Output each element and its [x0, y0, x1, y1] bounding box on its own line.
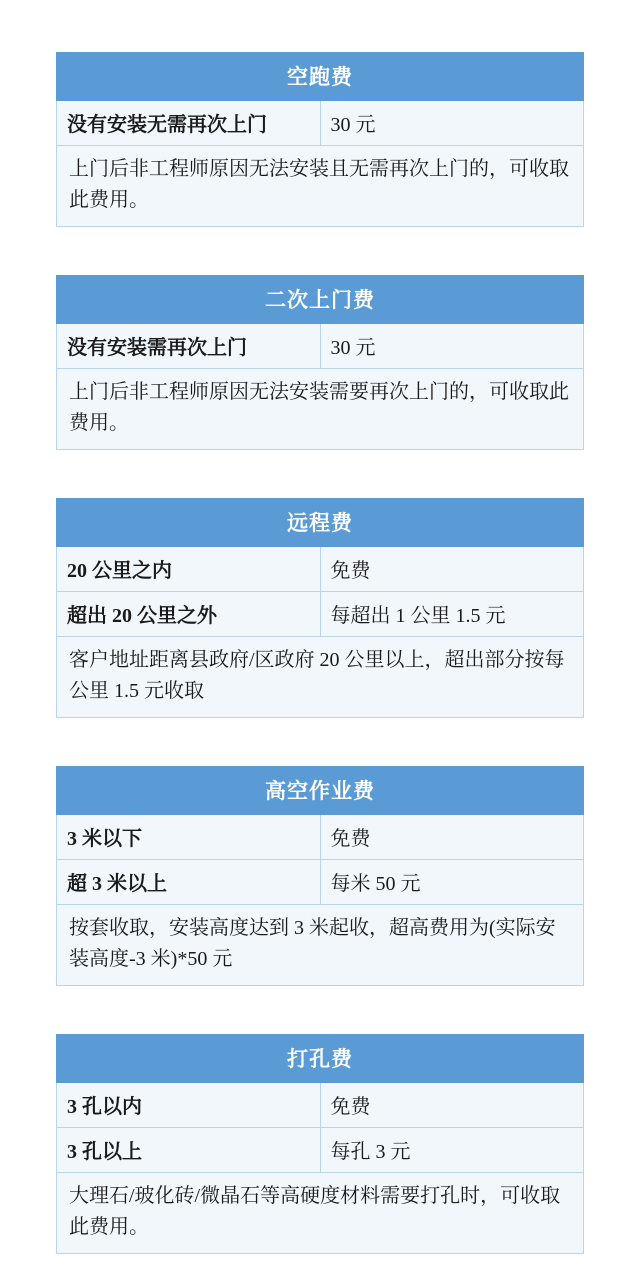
table-row [57, 815, 584, 860]
table-title-row [57, 53, 584, 101]
fee-condition-label: 20 公里之内 [57, 547, 321, 592]
fee-note: 大理石/玻化砖/微晶石等高硬度材料需要打孔时，可收取此费用。 [57, 1173, 584, 1254]
table-row [57, 860, 584, 905]
table-note-row [57, 637, 584, 718]
table-title-row [57, 499, 584, 547]
table-title: 打孔费 [57, 1035, 584, 1083]
fee-condition-label: 3 米以下 [57, 815, 321, 860]
table-row [57, 324, 584, 369]
table-title-row [57, 1035, 584, 1083]
fee-amount-value: 免费 [320, 1083, 584, 1128]
fee-amount-value: 每超出 1 公里 1.5 元 [320, 592, 584, 637]
fee-condition-label: 3 孔以上 [57, 1128, 321, 1173]
fee-amount-value: 免费 [320, 815, 584, 860]
fee-note: 按套收取，安装高度达到 3 米起收，超高费用为(实际安装高度-3 米)*50 元 [57, 905, 584, 986]
table-row [57, 1083, 584, 1128]
table-title: 远程费 [57, 499, 584, 547]
fee-table-second-visit-fee [56, 275, 584, 450]
table-note-row [57, 1173, 584, 1254]
table-row [57, 1128, 584, 1173]
fee-note: 上门后非工程师原因无法安装需要再次上门的，可收取此费用。 [57, 369, 584, 450]
fee-amount-value: 免费 [320, 547, 584, 592]
table-title: 二次上门费 [57, 276, 584, 324]
table-title-row [57, 276, 584, 324]
table-title: 空跑费 [57, 53, 584, 101]
fee-condition-label: 没有安装需再次上门 [57, 324, 321, 369]
fee-condition-label: 没有安装无需再次上门 [57, 101, 321, 146]
fee-note: 客户地址距离县政府/区政府 20 公里以上，超出部分按每公里 1.5 元收取 [57, 637, 584, 718]
fee-table-long-distance-fee [56, 498, 584, 718]
fee-condition-label: 3 孔以内 [57, 1083, 321, 1128]
table-note-row [57, 369, 584, 450]
fee-table-empty-trip-fee [56, 52, 584, 227]
table-note-row [57, 905, 584, 986]
table-title-row [57, 767, 584, 815]
fee-table-drilling-fee [56, 1034, 584, 1254]
fee-amount-value: 每米 50 元 [320, 860, 584, 905]
fee-note: 上门后非工程师原因无法安装且无需再次上门的，可收取此费用。 [57, 146, 584, 227]
fee-amount-value: 30 元 [320, 324, 584, 369]
fee-tables-container [56, 52, 584, 1254]
table-row [57, 101, 584, 146]
fee-amount-value: 30 元 [320, 101, 584, 146]
table-title: 高空作业费 [57, 767, 584, 815]
table-row [57, 547, 584, 592]
fee-condition-label: 超出 20 公里之外 [57, 592, 321, 637]
fee-condition-label: 超 3 米以上 [57, 860, 321, 905]
table-note-row [57, 146, 584, 227]
fee-amount-value: 每孔 3 元 [320, 1128, 584, 1173]
fee-table-high-altitude-fee [56, 766, 584, 986]
table-row [57, 592, 584, 637]
